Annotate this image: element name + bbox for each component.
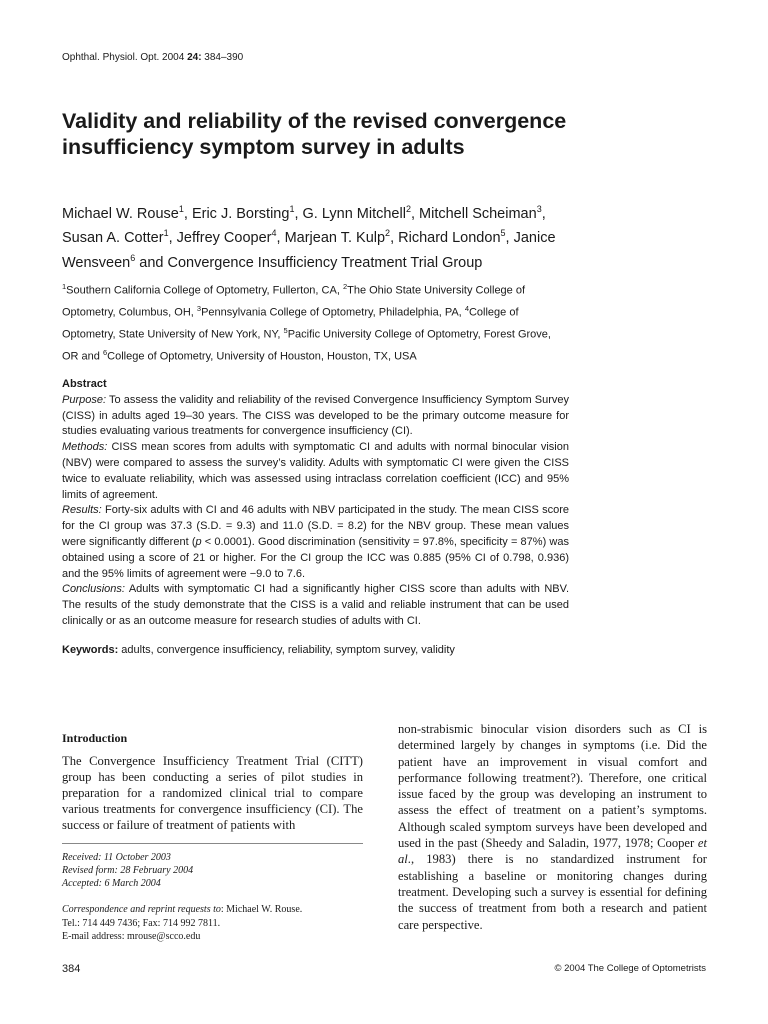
correspondence-label: Correspondence and reprint requests to: [62, 904, 221, 915]
affiliation-mark: 4: [464, 304, 469, 314]
copyright-notice: © 2004 The College of Optometrists: [554, 963, 706, 974]
author-affiliation-mark: 3: [536, 204, 542, 214]
methods-label: Methods:: [62, 441, 108, 454]
conclusions-label: Conclusions:: [62, 583, 125, 596]
results-text-a: Forty-six adults with CI and 46 adults with NBV participated in the study. The mean CISS score for the CI group was 37.3 (S.D. = 9.3) and 11.0 (S.D. = 8.2) for the NBV group. These mean values were significantly different (: [62, 504, 569, 548]
purpose-text: To assess the validity and reliability of the revised Convergence Insufficiency Symptom Survey (CISS) in adults aged 19–30 years. The CISS was developed to be the primary outcome measure for studies evaluating various treatments for convergence insufficiency (CI).: [62, 393, 569, 438]
author-name: Susan A. Cotter: [62, 230, 164, 247]
introduction-heading: Introduction: [62, 731, 128, 745]
author-name: Eric J. Borsting: [191, 205, 290, 222]
affiliation-mark: 6: [102, 348, 108, 358]
affiliation-text: Pacific University College of Optometry, Forest Grove, OR and: [62, 328, 551, 364]
abstract-heading: Abstract: [62, 378, 107, 390]
methods-text: CISS mean scores from adults with symptomatic CI and adults with normal binocular vision (NBV) were compared to assess the survey’s validity. Adults with symptomatic CI were given the CISS twice to evaluate reliability, which was assessed using intraclass correlation coefficient (ICC) and 95% limits of agreement.: [62, 441, 569, 501]
affiliation-mark: 5: [283, 326, 288, 336]
introduction-paragraph: The Convergence Insufficiency Treatment Trial (CITT) group has been conducting a series of pilot studies in preparation for a randomized clinical trial to compare various treatments for convergence insufficiency (CI). The success or failure of treatment of patients with: [62, 754, 363, 832]
results-text-b: < 0.0001). Good discrimination (sensitivity = 97.8%, specificity = 87%) was obtained using a score of 21 or higher. For the CI group the ICC was 0.885 (95% CI of 0.798, 0.936) and the 95% limits of agreement were −9.0 to 7.6.: [62, 535, 569, 580]
author-name: Marjean T. Kulp: [284, 230, 386, 247]
journal-volume: 24:: [187, 52, 202, 63]
author-name: Mitchell Scheiman: [419, 205, 537, 222]
author-name: Janice Wensveen: [62, 230, 556, 271]
introduction-column-2: [398, 721, 707, 933]
author-affiliation-mark: 5: [500, 228, 506, 239]
author-name: Richard London: [398, 230, 501, 247]
affiliation-mark: 3: [196, 304, 202, 314]
affiliation-text: Southern California College of Optometry, Fullerton, CA,: [66, 284, 343, 297]
author-affiliation-mark: 6: [130, 252, 136, 263]
conclusions-text: Adults with symptomatic CI had a significantly higher CISS score than adults with NBV. The results of the study demonstrate that the CISS is a valid and reliable instrument that can be used clinically or as an outcome measure for research studies of adults with CI.: [62, 583, 569, 627]
journal-pages: 384–390: [201, 52, 244, 63]
author-name: Michael W. Rouse: [62, 205, 179, 222]
abstract: [62, 377, 569, 630]
article-dates: [62, 851, 193, 890]
results-label: Results:: [62, 504, 102, 517]
affiliation-text: The Ohio State University College of Optometry, Columbus, OH,: [62, 284, 526, 319]
author-affiliation-mark: 4: [271, 228, 277, 239]
col2-text-b: ., 1983) there is no standardized instrument for establishing a baseline or monitoring changes during treatment. Developing such a survey is essential for defining the success of treatment from both a research and patient care perspective.: [398, 852, 707, 932]
email-address: E-mail address: mrouse@scco.edu: [62, 931, 201, 942]
affiliations: [62, 278, 562, 367]
affiliation-mark: 2: [342, 282, 348, 291]
keywords-label: Keywords:: [62, 644, 119, 656]
author-affiliation-mark: 2: [405, 204, 411, 214]
author-affiliation-mark: 2: [385, 228, 391, 239]
affiliation-text: College of Optometry, State University of New York, NY,: [62, 306, 519, 341]
phone-fax: Tel.: 714 449 7436; Fax: 714 992 7811.: [62, 917, 221, 929]
col2-text-a: non-strabismic binocular vision disorders such as CI is determined largely by changes in symptoms (i.e. Did the patient have an improvement in visual comfort and performance following treatment?). Therefore, one critical issue faced by the group was developing an instrument to assess the effect of treatment on a patient’s symptoms. Although scaled symptom surveys have been developed and used in the past (Sheedy and Saladin, 1977, 1978; Cooper: [398, 722, 707, 851]
col2-etal: et al: [398, 836, 707, 867]
affiliation-mark: 1: [62, 282, 67, 291]
author-name: G. Lynn Mitchell: [302, 205, 406, 222]
correspondence-name: : Michael W. Rouse.: [220, 904, 303, 915]
keywords: [62, 644, 569, 656]
author-affiliation-mark: 1: [163, 228, 169, 239]
results-p-symbol: p: [195, 535, 202, 548]
accepted-date: Accepted: 6 March 2004: [62, 878, 161, 889]
author-name: Convergence Insufficiency Treatment Trial Group: [167, 254, 483, 271]
correspondence-line: [62, 903, 302, 917]
affiliation-text: College of Optometry, University of Houston, Houston, TX, USA: [107, 351, 417, 364]
author-affiliation-mark: 1: [289, 204, 295, 214]
author-affiliation-mark: 1: [178, 204, 184, 214]
correspondence: [62, 903, 302, 944]
received-date: Received: 11 October 2003: [62, 852, 171, 863]
purpose-label: Purpose:: [62, 393, 107, 406]
article-title: Validity and reliability of the revised convergence insufficiency symptom survey in adults: [62, 109, 567, 159]
page-number: 384: [62, 963, 81, 975]
affiliation-text: Pennsylvania College of Optometry, Philadelphia, PA,: [201, 306, 465, 319]
footnote-divider: [62, 843, 363, 844]
author-list: Michael W. Rouse$^1$, Eric J. Borsting$^1$, G. Lynn Mitchell$^2$, Mitchell Scheiman$^3$, Susan A. Cotter$^1$, Jeffrey Cooper$^4$, Marjean T. Kulp$^2$, Richard London$^5$, Janice Wensveen$^6$ and Convergence Insufficiency Treatment Trial Group: [62, 204, 556, 271]
journal-reference: [62, 52, 243, 63]
journal-ref-text: Ophthal. Physiol. Opt. 2004: [62, 52, 188, 63]
author-name: Jeffrey Cooper: [176, 230, 272, 247]
keywords-text: adults, convergence insufficiency, reliability, symptom survey, validity: [118, 644, 455, 656]
revised-date: Revised form: 28 February 2004: [62, 865, 194, 876]
